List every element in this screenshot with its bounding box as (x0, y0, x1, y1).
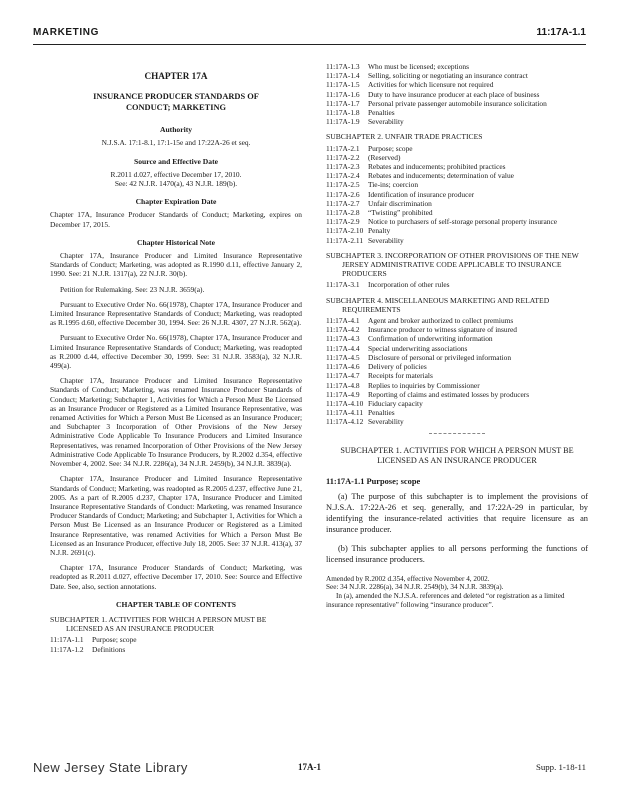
toc-subchapter-4-heading: SUBCHAPTER 4. MISCELLANEOUS MARKETING AND RELATED REQUIREMENTS (326, 295, 550, 314)
toc-entry-number: 11:17A-1.3 (326, 62, 360, 71)
toc-entry-title: Purpose; scope (92, 635, 137, 645)
header-section-number: 11:17A-1.1 (536, 27, 586, 38)
toc-entry-title: Special underwriting associations (368, 343, 468, 353)
toc-entry-number: 11:17A-4.8 (326, 380, 360, 390)
toc-entry-number: 11:17A-3.1 (326, 280, 360, 290)
toc-entry-number: 11:17A-4.6 (326, 362, 360, 372)
history-paragraph-4: Pursuant to Executive Order No. 66(1978), Chapter 17A, Insurance Producer and Limited Insurance Representative Standards of Conduct; Marketing, was readopted as R.2000 d.44, effective December 30, 1999. See: 31 N.J.R. 3583(a), 32 N.J.R. 499(a). (50, 333, 302, 371)
toc-entry (326, 162, 588, 171)
authority-heading: Authority (159, 125, 193, 135)
source-line-2: See: 42 N.J.R. 1470(a), 43 N.J.R. 189(b). (114, 179, 238, 189)
toc-entry-title: Receipts for materials (368, 371, 433, 381)
toc-entry (326, 190, 588, 199)
toc-entry (326, 208, 588, 217)
toc-entry-number: 11:17A-2.11 (326, 235, 364, 245)
toc-entry-number: 11:17A-2.2 (326, 152, 360, 162)
library-watermark: New Jersey State Library (33, 760, 188, 775)
history-paragraph-2: Petition for Rulemaking. See: 23 N.J.R. 3659(a). (60, 284, 205, 294)
history-paragraph-3: Pursuant to Executive Order No. 66(1978), Chapter 17A, Insurance Producer and Limited Insurance Representative Standards of Conduct; Marketing, was readopted as R.1995 d.60, effective December 30, 1994. See: 26 N.J.R. 4307, 27 N.J.R. 562(a). (50, 299, 302, 328)
toc-entry (326, 408, 588, 417)
source-line-1: R.2011 d.027, effective December 17, 2010. (110, 169, 242, 179)
toc-entry (326, 180, 588, 189)
history-paragraph-1: Chapter 17A, Insurance Producer and Limited Insurance Representative Standards of Conduct; Marketing, was adopted as R.1990 d.11, effective January 2, 1990. See: 21 N.J.R. 1317(a), 22 N.J.R. 30(b). (50, 251, 302, 279)
toc-entry (326, 108, 588, 117)
toc-entry-number: 11:17A-2.7 (326, 198, 360, 208)
toc-entry-number: 11:17A-4.1 (326, 316, 360, 326)
toc-entry (50, 635, 302, 644)
header-rule (33, 44, 586, 45)
toc-entry-number: 11:17A-2.4 (326, 171, 360, 181)
section-title: 11:17A-1.1 Purpose; scope (326, 476, 421, 486)
toc-entry-title: Confirmation of underwriting information (368, 334, 493, 344)
toc-subchapter-4-list (326, 316, 588, 426)
toc-entry (326, 117, 588, 126)
toc-entry-title: Severability (368, 235, 404, 245)
toc-subchapter-1-continued (326, 62, 588, 126)
toc-entry-title: Disclosure of personal or privileged information (368, 352, 512, 362)
page-number: 17A-1 (298, 762, 321, 772)
toc-heading: CHAPTER TABLE OF CONTENTS (116, 599, 236, 609)
toc-entry-title: Severability (368, 117, 404, 127)
left-column (50, 62, 302, 654)
toc-entry-title: Tie-ins; coercion (368, 180, 419, 190)
authority-text: N.J.S.A. 17:1-8.1, 17:1-15e and 17:22A-26 et seq. (101, 138, 251, 148)
toc-entry-title: Duty to have insurance producer at each place of business (368, 89, 540, 99)
toc-entry-title: Incorporation of other rules (368, 280, 450, 290)
toc-entry-number: 11:17A-1.1 (50, 635, 84, 645)
toc-entry-title: Rebates and inducements; prohibited practices (368, 162, 506, 172)
amendment-note (326, 575, 588, 609)
toc-subchapter-2-heading: SUBCHAPTER 2. UNFAIR TRADE PRACTICES (326, 132, 483, 142)
toc-entry (326, 344, 588, 353)
toc-entry (326, 153, 588, 162)
toc-entry-number: 11:17A-4.9 (326, 389, 360, 399)
toc-entry-title: Insurance producer to witness signature of insured (368, 325, 517, 335)
toc-entry-title: Fiduciary capacity (368, 398, 423, 408)
toc-entry (326, 417, 588, 426)
toc-entry (326, 171, 588, 180)
toc-entry-title: Unfair discrimination (368, 198, 432, 208)
toc-entry (326, 144, 588, 153)
toc-entry-number: 11:17A-4.11 (326, 408, 364, 418)
page-footer (33, 760, 586, 780)
toc-subchapter-2-list (326, 144, 588, 245)
toc-entry (326, 217, 588, 226)
history-paragraph-6: Chapter 17A, Insurance Producer and Limited Insurance Representative Standards of Conduct; Marketing, was readopted as R.2005 d.237, effective June 21, 2005. As a part of R.2005 d.237, Chapter 17A, Insurance Producer and Limited Insurance Representative Standards of Conduct: Marketing, was renamed Insurance Producer Standards of Conduct; Marketing; and Subchapter 1, Activities for Which a Person Must Be Licensed as an Insurance Producer or Registered as a Limited Insurance Representative, was renamed Activities for Which a Person Must Be Licensed as an Insurance Producer, effective July 18, 2005. See: 37 N.J.R. 413(a), 37 N.J.R. 2691(c). (50, 474, 303, 557)
toc-entry-title: Identification of insurance producer (368, 189, 475, 199)
subchapter-1-heading: SUBCHAPTER 1. ACTIVITIES FOR WHICH A PERSON MUST BE LICENSED AS AN INSURANCE PRODUCER (340, 445, 574, 466)
toc-entry-title: Replies to inquiries by Commissioner (368, 380, 480, 390)
right-column (326, 62, 588, 609)
toc-subchapter-1-list (50, 635, 302, 653)
toc-entry (326, 71, 588, 80)
toc-entry-title: Penalties (368, 108, 395, 118)
toc-entry (326, 362, 588, 371)
toc-entry-number: 11:17A-2.5 (326, 180, 360, 190)
toc-entry-number: 11:17A-4.12 (326, 417, 364, 427)
toc-entry (326, 325, 588, 334)
toc-entry-title: Delivery of policies (368, 362, 427, 372)
amendment-line-1: Amended by R.2002 d.354, effective November 4, 2002. (326, 574, 490, 583)
toc-entry-title: Personal private passenger automobile insurance solicitation (368, 98, 547, 108)
toc-entry-number: 11:17A-4.2 (326, 325, 360, 335)
running-header (33, 27, 586, 43)
toc-entry (326, 62, 588, 71)
expiration-text: Chapter 17A, Insurance Producer Standards of Conduct; Marketing, expires on December 17, 2015. (50, 210, 302, 229)
toc-entry-number: 11:17A-4.4 (326, 343, 360, 353)
toc-entry-title: Penalties (368, 408, 395, 418)
toc-entry-title: Agent and broker authorized to collect premiums (368, 316, 514, 326)
toc-entry-title: Purpose; scope (368, 143, 413, 153)
expiration-heading: Chapter Expiration Date (135, 197, 217, 207)
history-paragraph-7: Chapter 17A, Insurance Producer Standards of Conduct; Marketing, was readopted as R.2011 d.027, effective December 17, 2010. See: Source and Effective Date. See, also, section annotations. (50, 563, 302, 591)
toc-entry-number: 11:17A-2.10 (326, 226, 364, 236)
toc-entry-title: Reporting of claims and estimated losses by producers (368, 389, 530, 399)
section-paragraph-a: (a) The purpose of this subchapter is to implement the provisions of N.J.S.A. 17:22A-26 et seq. generally, and 17:22A-29 in particular, by identifying the insurance-related activities that require licensure as an insurance producer. (326, 491, 588, 534)
toc-entry-number: 11:17A-2.8 (326, 208, 360, 218)
toc-subchapter-1-heading: SUBCHAPTER 1. ACTIVITIES FOR WHICH A PERSON MUST BE LICENSED AS AN INSURANCE PRODUCER (50, 614, 267, 634)
header-section-name: MARKETING (33, 27, 99, 38)
toc-entry-number: 11:17A-2.1 (326, 143, 360, 153)
toc-entry-number: 11:17A-2.6 (326, 189, 360, 199)
toc-entry-number: 11:17A-4.5 (326, 352, 360, 362)
section-divider (429, 433, 485, 434)
toc-entry (326, 371, 588, 380)
source-heading: Source and Effective Date (133, 156, 218, 166)
toc-entry-title: Severability (368, 417, 404, 427)
toc-entry-number: 11:17A-1.9 (326, 117, 360, 127)
toc-entry-title: Selling, soliciting or negotiating an insurance contract (368, 71, 528, 81)
toc-entry (326, 381, 588, 390)
amendment-line-2: See: 34 N.J.R. 2286(a), 34 N.J.R. 2549(b), 34 N.J.R. 3839(a). (326, 583, 504, 592)
chapter-number: CHAPTER 17A (144, 71, 208, 81)
supplement-date: Supp. 1-18-11 (535, 762, 586, 772)
toc-subchapter-3-list (326, 280, 588, 289)
toc-entry-title: Notice to purchasers of self-storage personal property insurance (368, 217, 558, 227)
toc-entry (326, 236, 588, 245)
toc-entry (326, 390, 588, 399)
toc-entry (326, 280, 588, 289)
toc-entry-title: Who must be licensed; exceptions (368, 62, 469, 71)
toc-entry-number: 11:17A-1.5 (326, 80, 360, 90)
toc-entry-number: 11:17A-2.9 (326, 217, 360, 227)
toc-entry-title: Definitions (92, 644, 126, 654)
toc-entry-number: 11:17A-4.10 (326, 398, 364, 408)
toc-entry-number: 11:17A-1.4 (326, 71, 360, 81)
toc-entry (326, 353, 588, 362)
chapter-title: INSURANCE PRODUCER STANDARDS OF CONDUCT; MARKETING (93, 92, 259, 113)
amendment-line-3: In (a), amended the N.J.S.A. references and deleted “or registration as a limited insurance representative” following “insurance producer”. (326, 591, 565, 609)
toc-entry-number: 11:17A-1.6 (326, 89, 360, 99)
toc-entry-title: (Reserved) (368, 152, 401, 162)
toc-entry (326, 399, 588, 408)
toc-entry-number: 11:17A-4.7 (326, 371, 360, 381)
toc-entry (326, 99, 588, 108)
toc-entry-title: “Twisting” prohibited (368, 208, 433, 218)
history-paragraph-5: Chapter 17A, Insurance Producer and Limited Insurance Representative Standards of Conduct; Marketing, was renamed Insurance Producer Standards of Conduct; Marketing; Subchapter 1, Activities for Which a Person Must Be Licensed as an Insurance Producer or Registered as a Limited Insurance Representative, was renamed Activities for Which a Person Must Be Licensed as an Insurance Producer; and Subchapter 3 Incorporation of Other Provisions of the New Jersey Administrative Code Applicable To Insurance Producers and Limited Insurance Representatives, was renamed Incorporation of Other Provisions of the New Jersey Administrative Code Applicable To Insurance Producers, by R.2002 d.354, effective November 4, 2002. See: 34 N.J.R. 2286(a), 34 N.J.R. 2459(b), 34 N.J.R. 3839(a). (50, 376, 302, 469)
toc-entry-number: 11:17A-1.7 (326, 98, 360, 108)
toc-entry-title: Penalty (368, 226, 391, 236)
toc-entry (326, 199, 588, 208)
toc-entry-number: 11:17A-4.3 (326, 334, 360, 344)
toc-entry-number: 11:17A-1.2 (50, 644, 84, 654)
toc-entry (326, 316, 588, 325)
toc-entry (326, 334, 588, 343)
toc-entry (50, 645, 302, 654)
toc-entry-number: 11:17A-1.8 (326, 108, 360, 118)
toc-entry-title: Activities for which licensure not required (368, 80, 494, 90)
toc-subchapter-3-heading: SUBCHAPTER 3. INCORPORATION OF OTHER PROVISIONS OF THE NEW JERSEY ADMINISTRATIVE CODE APPLICABLE TO INSURANCE PRODUCERS (326, 250, 579, 279)
section-paragraph-b: (b) This subchapter applies to all persons performing the functions of licensed insurance producers. (326, 543, 588, 564)
history-heading: Chapter Historical Note (137, 237, 215, 247)
toc-entry-number: 11:17A-2.3 (326, 162, 360, 172)
toc-entry (326, 80, 588, 89)
toc-entry (326, 90, 588, 99)
toc-entry-title: Rebates and inducements; determination of value (368, 171, 514, 181)
toc-entry (326, 226, 588, 235)
